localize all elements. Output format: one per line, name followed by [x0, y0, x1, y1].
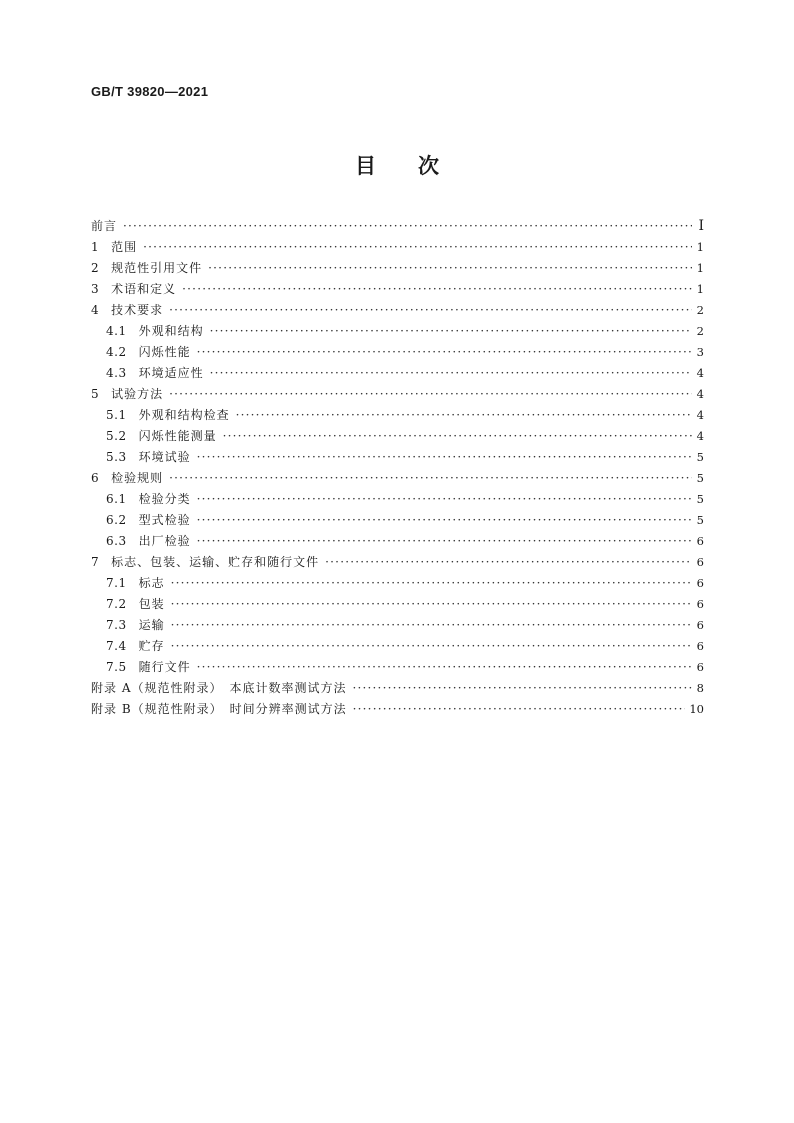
toc-entry-number: 5.2: [106, 429, 127, 443]
toc-entry-title: 范围: [111, 240, 138, 254]
toc-entry-title: 附录 B（规范性附录） 时间分辨率测试方法: [91, 702, 347, 716]
toc-entry[interactable]: [91, 279, 704, 300]
toc-entry[interactable]: [91, 594, 704, 615]
toc-entry-number: 4: [91, 303, 100, 317]
toc-entry-page: 1: [696, 261, 704, 275]
toc-leader-dots: [236, 405, 692, 426]
toc-entry[interactable]: [91, 657, 704, 678]
toc-entry[interactable]: [91, 237, 704, 258]
toc-leader-dots: [197, 510, 692, 531]
toc-entry[interactable]: [91, 321, 704, 342]
toc-entry-page: Ⅰ: [698, 218, 704, 234]
toc-entry-page: 6: [696, 555, 704, 569]
toc-entry-number: 4.2: [106, 345, 127, 359]
toc-entry-title: 环境适应性: [138, 366, 204, 380]
toc-entry[interactable]: [91, 678, 704, 699]
toc-leader-dots: [208, 258, 692, 279]
toc-entry-number: 4.3: [106, 366, 127, 380]
toc-leader-dots: [197, 489, 692, 510]
toc-entry-page: 5: [696, 471, 704, 485]
toc-entry-page: 5: [696, 492, 704, 506]
toc-leader-dots: [210, 363, 692, 384]
toc-entry-title: 外观和结构检查: [138, 408, 230, 422]
toc-entry-number: 5.3: [106, 450, 127, 464]
toc-entry[interactable]: [91, 489, 704, 510]
toc-entry-title: 技术要求: [111, 303, 164, 317]
toc-leader-dots: [352, 678, 692, 699]
toc-entry-title: 试验方法: [111, 387, 164, 401]
toc-entry-number: 6: [91, 471, 100, 485]
toc-entry[interactable]: [91, 699, 704, 720]
toc-leader-dots: [171, 573, 692, 594]
toc-entry-number: 3: [91, 282, 100, 296]
toc-leader-dots: [169, 300, 692, 321]
toc-leader-dots: [197, 342, 692, 363]
toc-entry-title: 环境试验: [138, 450, 191, 464]
toc-entry[interactable]: [91, 300, 704, 321]
toc-entry-title: 随行文件: [138, 660, 191, 674]
toc-entry-page: 1: [696, 240, 704, 254]
toc-entry-page: 6: [696, 639, 704, 653]
toc-entry-title: 出厂检验: [138, 534, 191, 548]
title-part-2: 次: [418, 154, 439, 178]
toc-leader-dots: [171, 615, 692, 636]
toc-entry-number: 7.5: [106, 660, 127, 674]
toc-entry[interactable]: [91, 552, 704, 573]
toc-entry-page: 10: [689, 702, 704, 716]
toc-entry[interactable]: [91, 342, 704, 363]
toc-entry-page: 5: [696, 450, 704, 464]
toc-entry-page: 8: [696, 681, 704, 695]
toc-leader-dots: [169, 384, 692, 405]
toc-entry-number: 2: [91, 261, 100, 275]
toc-entry-number: 7: [91, 555, 100, 569]
toc-entry-number: 7.2: [106, 597, 127, 611]
toc-entry-title: 前言: [91, 219, 118, 233]
toc-entry[interactable]: [91, 636, 704, 657]
toc-entry-page: 4: [696, 429, 704, 443]
table-of-contents: [91, 216, 704, 720]
toc-leader-dots: [223, 426, 692, 447]
toc-entry[interactable]: [91, 510, 704, 531]
toc-entry-title: 型式检验: [138, 513, 191, 527]
toc-leader-dots: [182, 279, 692, 300]
toc-entry-number: 6.1: [106, 492, 127, 506]
toc-entry-title: 检验分类: [138, 492, 191, 506]
toc-entry-title: 术语和定义: [111, 282, 177, 296]
toc-entry-page: 1: [696, 282, 704, 296]
toc-entry-title: 附录 A（规范性附录） 本底计数率测试方法: [91, 681, 347, 695]
toc-entry-title: 闪烁性能: [138, 345, 191, 359]
toc-leader-dots: [123, 216, 692, 237]
toc-entry-number: 1: [91, 240, 100, 254]
toc-leader-dots: [171, 636, 692, 657]
toc-entry-title: 贮存: [138, 639, 165, 653]
toc-entry-page: 6: [696, 576, 704, 590]
toc-entry-number: 7.1: [106, 576, 127, 590]
page-title: [0, 150, 794, 180]
toc-entry-title: 规范性引用文件: [111, 261, 203, 275]
toc-entry-page: 2: [696, 303, 704, 317]
toc-entry[interactable]: [91, 468, 704, 489]
toc-leader-dots: [197, 447, 692, 468]
toc-entry[interactable]: [91, 405, 704, 426]
toc-entry-page: 6: [696, 534, 704, 548]
toc-entry-page: 4: [696, 366, 704, 380]
toc-leader-dots: [325, 552, 692, 573]
toc-entry-title: 运输: [138, 618, 165, 632]
toc-leader-dots: [197, 657, 692, 678]
toc-entry[interactable]: [91, 363, 704, 384]
toc-entry-number: 4.1: [106, 324, 127, 338]
toc-entry-page: 4: [696, 408, 704, 422]
toc-entry-number: 5: [91, 387, 100, 401]
toc-entry-title: 检验规则: [111, 471, 164, 485]
toc-entry-title: 标志: [138, 576, 165, 590]
toc-leader-dots: [353, 699, 686, 720]
toc-entry-title: 外观和结构: [138, 324, 204, 338]
toc-entry-number: 7.4: [106, 639, 127, 653]
toc-entry-page: 6: [696, 618, 704, 632]
toc-entry-number: 5.1: [106, 408, 127, 422]
toc-entry-page: 6: [696, 597, 704, 611]
toc-entry-title: 标志、包装、运输、贮存和随行文件: [111, 555, 320, 569]
toc-entry[interactable]: [91, 384, 704, 405]
toc-entry-page: 6: [696, 660, 704, 674]
toc-entry-page: 4: [696, 387, 704, 401]
standard-code: GB/T 39820—2021: [91, 84, 209, 99]
toc-entry[interactable]: [91, 447, 704, 468]
toc-entry-number: 6.2: [106, 513, 127, 527]
toc-leader-dots: [197, 531, 692, 552]
toc-entry-number: 7.3: [106, 618, 127, 632]
toc-entry[interactable]: [91, 216, 704, 237]
toc-entry-page: 2: [696, 324, 704, 338]
toc-entry-page: 3: [696, 345, 704, 359]
title-part-1: 目: [355, 154, 376, 178]
toc-entry[interactable]: [91, 531, 704, 552]
toc-leader-dots: [143, 237, 692, 258]
toc-entry-title: 闪烁性能测量: [138, 429, 217, 443]
toc-entry[interactable]: [91, 426, 704, 447]
toc-entry[interactable]: [91, 573, 704, 594]
toc-entry-page: 5: [696, 513, 704, 527]
toc-leader-dots: [210, 321, 692, 342]
toc-entry[interactable]: [91, 615, 704, 636]
toc-leader-dots: [169, 468, 692, 489]
toc-entry-number: 6.3: [106, 534, 127, 548]
toc-entry-title: 包装: [138, 597, 165, 611]
toc-leader-dots: [171, 594, 692, 615]
toc-entry[interactable]: [91, 258, 704, 279]
